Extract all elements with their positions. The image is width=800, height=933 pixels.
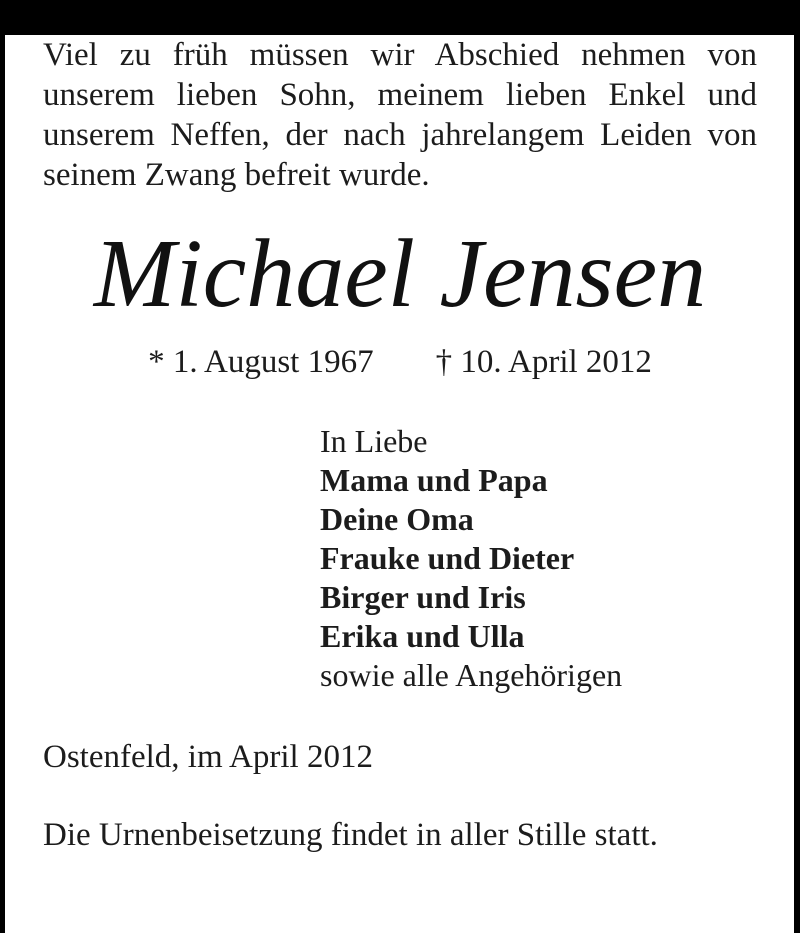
mourners-block xyxy=(320,422,757,695)
mourners-suffix: sowie alle Angehörigen xyxy=(320,657,623,693)
deceased-name: Michael Jensen xyxy=(93,220,707,328)
burial-notice-line: Die Urnenbeisetzung findet in aller Stille statt. xyxy=(43,817,658,853)
closing-salutation: In Liebe xyxy=(320,423,428,459)
place-date-line: Ostenfeld, im April 2012 xyxy=(43,739,373,775)
mourner-name: Erika und Ulla xyxy=(320,618,525,654)
mourner-name: Mama und Papa xyxy=(320,462,548,498)
mourner-name: Birger und Iris xyxy=(320,579,526,615)
dates-row xyxy=(43,342,757,382)
intro-line: seinem Zwang befreit wurde. xyxy=(43,157,430,193)
birth-date: * 1. August 1967 xyxy=(148,344,374,380)
intro-line: unserem lieben Sohn, meinem lieben Enkel und xyxy=(43,77,757,113)
intro-line: Viel zu früh müssen wir Abschied nehmen von xyxy=(43,37,757,73)
death-date: † 10. April 2012 xyxy=(435,344,652,380)
intro-paragraph xyxy=(43,35,757,195)
mourner-name: Frauke und Dieter xyxy=(320,540,575,576)
notice-paper xyxy=(5,35,794,933)
mourner-name: Deine Oma xyxy=(320,501,474,537)
intro-line: unserem Neffen, der nach jahrelangem Leiden von xyxy=(43,117,757,153)
